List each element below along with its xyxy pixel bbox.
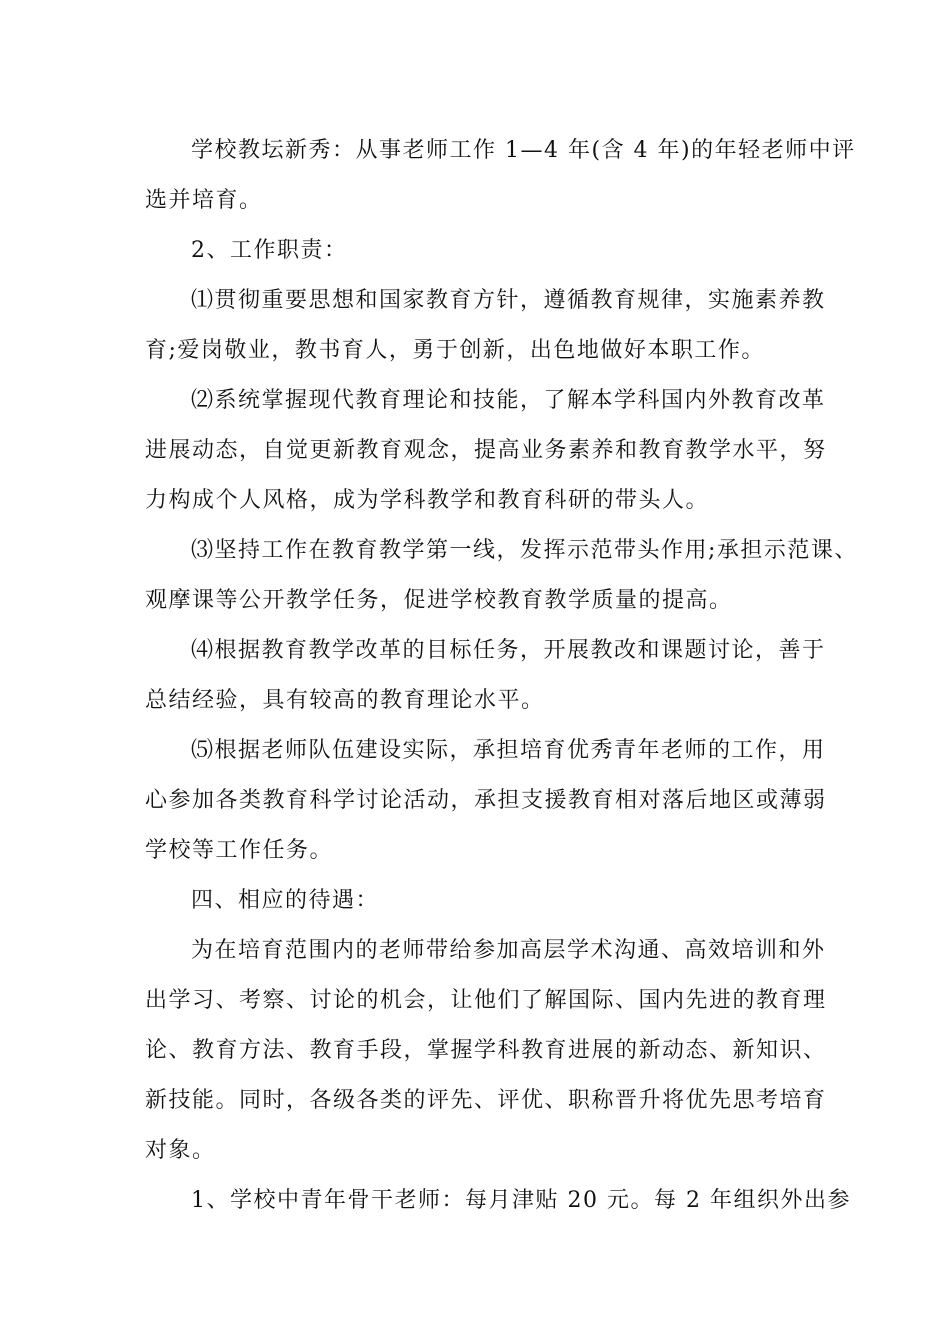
text-line: 育;爱岗敬业，教书育人，勇于创新，出色地做好本职工作。 xyxy=(145,338,765,363)
section-heading: 四、相应的待遇： xyxy=(191,888,380,913)
text-line: 对象。 xyxy=(145,1138,216,1163)
text-line: ⑷根据教育教学改革的目标任务，开展教改和课题讨论，善于 xyxy=(191,638,826,663)
text-line: 出学习、考察、讨论的机会，让他们了解国际、国内先进的教育理 xyxy=(145,988,827,1013)
text-line: 学校等工作任务。 xyxy=(145,838,334,863)
text-line: 选并培育。 xyxy=(145,188,263,213)
document-body xyxy=(145,126,858,1226)
text-line: 学校教坛新秀：从事老师工作 1—4 年(含 4 年)的年轻老师中评 xyxy=(191,138,856,163)
text-line: ⑴贯彻重要思想和国家教育方针，遵循教育规律，实施素养教 xyxy=(191,288,826,313)
text-line: ⑸根据老师队伍建设实际，承担培育优秀青年老师的工作，用 xyxy=(191,738,826,763)
text-line: 论、教育方法、教育手段，掌握学科教育进展的新动态、新知识、 xyxy=(145,1038,827,1063)
section-heading: 2、工作职责： xyxy=(191,238,348,263)
text-line: 总结经验，具有较高的教育理论水平。 xyxy=(145,688,545,713)
text-line: 为在培育范围内的老师带给参加高层学术沟通、高效培训和外 xyxy=(191,938,826,963)
text-line: 1、学校中青年骨干老师：每月津贴 20 元。每 2 年组织外出参 xyxy=(191,1188,851,1213)
text-line: 新技能。同时，各级各类的评先、评优、职称晋升将优先思考培育 xyxy=(145,1088,827,1113)
text-line: 心参加各类教育科学讨论活动，承担支援教育相对落后地区或薄弱 xyxy=(145,788,827,813)
text-line: 力构成个人风格，成为学科教学和教育科研的带头人。 xyxy=(145,488,710,513)
text-line: ⑵系统掌握现代教育理论和技能，了解本学科国内外教育改革 xyxy=(191,388,826,413)
text-line: 进展动态，自觉更新教育观念，提高业务素养和教育教学水平，努 xyxy=(145,438,827,463)
text-line: ⑶坚持工作在教育教学第一线，发挥示范带头作用;承担示范课、 xyxy=(191,538,858,563)
text-line: 观摩课等公开教学任务，促进学校教育教学质量的提高。 xyxy=(145,588,733,613)
